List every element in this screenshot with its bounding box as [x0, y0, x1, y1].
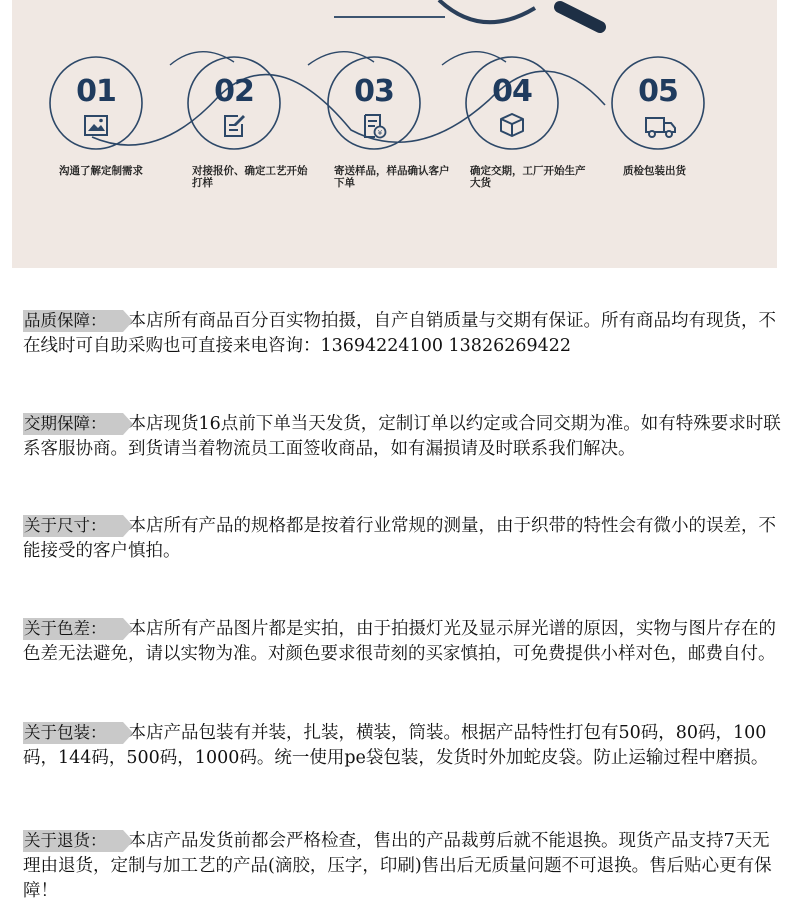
step-label-1: 沟通了解定制需求: [59, 165, 143, 177]
policy-text: 本店产品发货前都会严格检查，售出的产品裁剪后就不能退换。现货产品支持7天无理由退货，定制与加工艺的产品(滴胶，压字，印刷)售出后无质量问题不可退换。售后贴心更有保障！: [23, 831, 772, 901]
policy-text: 本店所有商品百分百实物拍摄，自产自销质量与交期有保证。所有商品均有现货，不在线时可自助采购也可直接来电咨询：13694224100 13826269422: [23, 311, 776, 356]
step-number-2: 02: [214, 74, 254, 109]
box-icon: [498, 111, 526, 139]
image-icon: [82, 112, 110, 140]
policy-text: 本店产品包装有并装，扎装，横装，筒装。根据产品特性打包有50码，80码，100码，144码，500码，1000码。统一使用pe袋包装，发货时外加蛇皮袋。防止运输过程中磨损。: [23, 723, 769, 768]
policy-text: 本店现货16点前下单当天发货，定制订单以约定或合同交期为准。如有特殊要求时联系客服协商。到货请当着物流员工面签收商品，如有漏损请及时联系我们解决。: [23, 414, 781, 459]
policy-tag: 交期保障：: [23, 413, 123, 435]
step-number-1: 01: [76, 74, 116, 109]
policy-tag: 关于色差：: [23, 618, 123, 640]
step-label-5: 质检包装出货: [623, 165, 686, 177]
step-label-2: 对接报价、确定工艺开始打样: [192, 165, 308, 189]
policy-delivery: [23, 412, 785, 462]
policy-tag: 关于尺寸：: [23, 515, 123, 537]
policy-size: [23, 514, 785, 564]
policy-returns: [23, 829, 785, 904]
invoice-icon: [360, 112, 388, 140]
policy-packaging: [23, 721, 785, 771]
step-number-5: 05: [638, 74, 678, 109]
step-number-3: 03: [354, 74, 394, 109]
process-banner: [12, 0, 777, 268]
policy-tag: 关于包装：: [23, 722, 123, 744]
step-number-4: 04: [492, 74, 532, 109]
policy-text: 本店所有产品图片都是实拍，由于拍摄灯光及显示屏光谱的原因，实物与图片存在的色差无法避免，请以实物为准。对颜色要求很苛刻的买家慎拍，可免费提供小样对色，邮费自付。: [23, 619, 776, 664]
magnifier-icon: [439, 0, 600, 27]
policy-quality: [23, 309, 785, 359]
edit-icon: [220, 112, 248, 140]
policy-text: 本店所有产品的规格都是按着行业常规的测量，由于织带的特性会有微小的误差，不能接受的客户慎拍。: [23, 516, 776, 561]
policy-color-difference: [23, 617, 785, 667]
policy-tag: 品质保障：: [23, 310, 123, 332]
svg-text:¥: ¥: [377, 129, 383, 137]
policy-tag: 关于退货：: [23, 830, 123, 852]
truck-icon: [644, 113, 678, 141]
step-label-4: 确定交期，工厂开始生产大货: [470, 165, 586, 189]
step-label-3: 寄送样品，样品确认客户下单: [334, 165, 450, 189]
